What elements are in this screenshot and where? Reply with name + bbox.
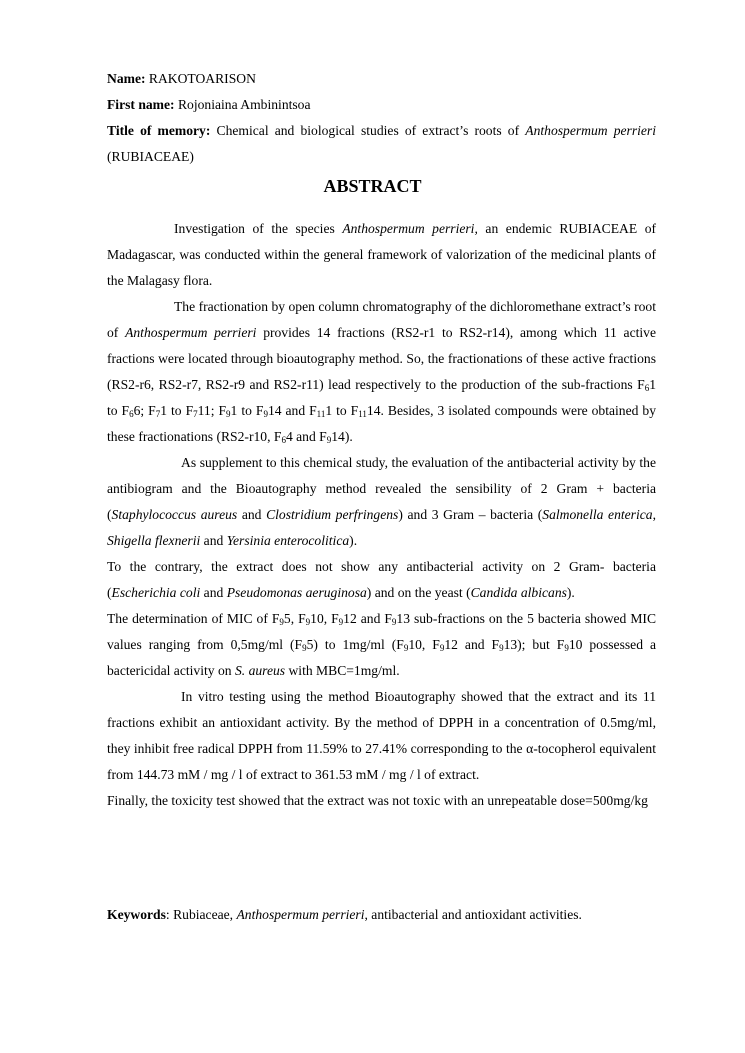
paragraph-6: In vitro testing using the method Bioautography showed that the extract and its 11 fractions exhibit an antioxidant activity. By the method of DPPH in a concentration of 0.5mg/ml, they inhibit free radical DPPH from 11.59% to 27.41% corresponding to the α-tocopherol equivalent from 144.73 mM / mg / l of extract to 361.53 mM / mg / l of extract. <box>107 689 656 782</box>
keywords-label: Keywords <box>107 907 166 922</box>
memory-title <box>107 118 656 170</box>
memory-text: Chemical and biological studies of extract’s roots of <box>216 123 520 138</box>
first-name-label: First name: <box>107 97 175 112</box>
paragraph-7: Finally, the toxicity test showed that the extract was not toxic with an unrepeatable dose=500mg/kg <box>107 793 648 808</box>
keywords-line: Keywords: Rubiaceae, Anthospermum perrieri, antibacterial and antioxidant activities. <box>107 907 582 922</box>
name-value: RAKOTOARISON <box>148 71 256 86</box>
paragraph-5: The determination of MIC of $F_95$, $F_910$, $F_912$ and $F_913$ sub-fractions on the 5 bacteria showed MIC values ranging from 0,5mg/ml $(F_95)$ to 1mg/ml ($F_910$, $F_912$ and $F_913$); but $F_910$ possessed a bactericidal activity on S. aureus with MBC=1mg/ml. <box>107 611 657 678</box>
first-name-value: Rojoniaina Ambinintsoa <box>177 97 311 112</box>
abstract-body <box>107 216 656 814</box>
paragraph-4: To the contrary, the extract does not show any antibacterial activity on 2 Gram- bacteria (Escherichia coli and Pseudomonas aeruginosa) and on the yeast (Candida albicans). <box>107 559 656 600</box>
name-label: Name: <box>107 71 146 86</box>
memory-species: Anthospermum perrieri <box>525 123 656 138</box>
paragraph-3: As supplement to this chemical study, the evaluation of the antibacterial activity by the antibiogram and the Bioautography method revealed the sensibility of 2 Gram + bacteria (Staphylococcus aureus and Clostridium perfringens) and 3 Gram – bacteria (Salmonella enterica, Shigella flexnerii and Yersinia enterocolitica). <box>107 455 656 548</box>
paragraph-2: The fractionation by open column chromatography of the dichloromethane extract’s root of Anthospermum perrieri provides 14 fractions (RS2-r1 to RS2-r14), among which 11 active fractions were located through bioautography method. So, the fractionations of these active fractions (RS2-r6, RS2-r7, RS2-r9 and RS2-r11) lead respectively to the production of the sub-fractions $F_61$ to $F_66$; $F_71$ to $F_711$; $F_91$ to $F_914$ and $F_{11}1$ to $F_{11}14$. Besides, 3 isolated compounds were obtained by these fractionations (RS2-r10, $F_64$ and $F_914$). <box>107 299 656 445</box>
paragraph-1: Investigation of the species Anthospermum perrieri, an endemic RUBIACEAE of Madagascar, was conducted within the general framework of valorization of the medicinal plants of the Malagasy flora. <box>107 221 657 288</box>
name-line <box>107 66 656 92</box>
memory-family: (RUBIACEAE) <box>107 149 194 164</box>
first-name-line <box>107 92 656 118</box>
memory-label: Title of memory: <box>107 123 211 138</box>
abstract-heading: ABSTRACT <box>323 176 422 196</box>
